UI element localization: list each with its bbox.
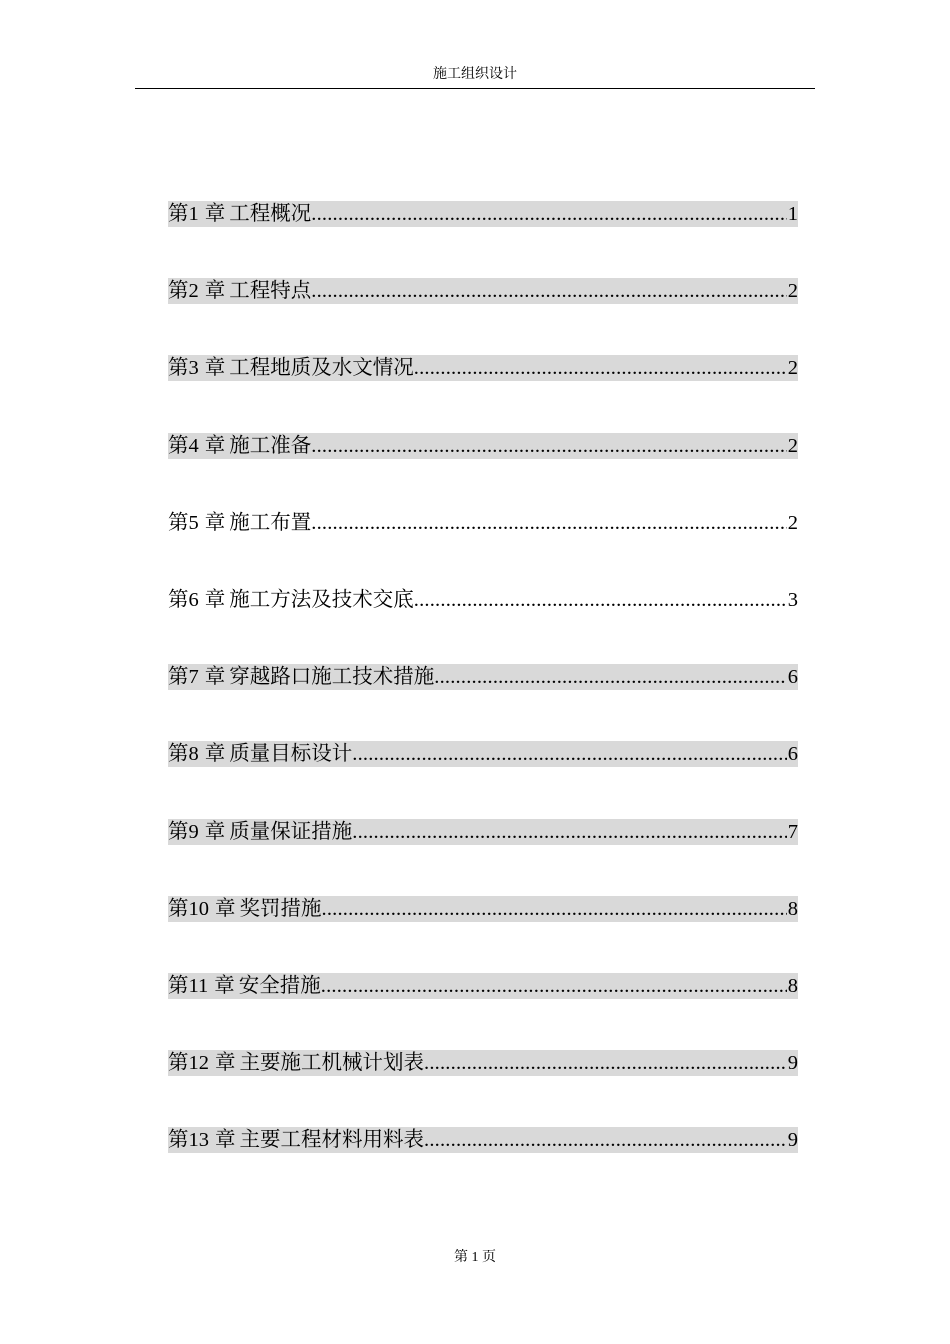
toc-entry-chapter: 章 bbox=[204, 203, 226, 225]
toc-entry-title: 奖罚措施 bbox=[239, 897, 322, 920]
toc-entry-chapter: 章 bbox=[215, 1052, 236, 1075]
toc-entry-chapter: 章 bbox=[215, 897, 236, 920]
toc-dot-leader bbox=[352, 741, 787, 767]
toc-dot-leader bbox=[434, 664, 787, 690]
toc-entry[interactable] bbox=[168, 973, 798, 999]
toc-entry-number: 10 bbox=[188, 897, 209, 920]
toc-entry-page: 9 bbox=[787, 1052, 798, 1075]
toc-entry-title: 主要施工机械计划表 bbox=[239, 1052, 424, 1075]
toc-entry-chapter: 章 bbox=[214, 974, 235, 997]
toc-entry-prefix: 第 bbox=[168, 203, 189, 225]
toc-entry[interactable] bbox=[168, 433, 798, 459]
toc-dot-leader bbox=[311, 278, 787, 304]
toc-entry-chapter: 章 bbox=[215, 1129, 236, 1152]
table-of-contents bbox=[168, 201, 798, 1204]
toc-dot-leader bbox=[414, 587, 787, 613]
toc-entry[interactable] bbox=[168, 1127, 798, 1153]
toc-entry-prefix: 第 bbox=[168, 280, 189, 303]
toc-entry-number: 8 bbox=[188, 743, 199, 766]
page-number-label: 第 1 页 bbox=[454, 1250, 496, 1265]
toc-entry-number: 3 bbox=[188, 357, 199, 380]
toc-entry-prefix: 第 bbox=[168, 820, 189, 843]
toc-entry-title: 质量目标设计 bbox=[229, 743, 353, 766]
toc-entry-chapter: 章 bbox=[204, 434, 226, 457]
toc-entry-title: 施工布置 bbox=[229, 511, 312, 534]
toc-entry-page: 9 bbox=[787, 1129, 798, 1152]
toc-entry-number: 4 bbox=[188, 434, 199, 457]
toc-entry-chapter: 章 bbox=[204, 588, 226, 611]
toc-entry-number: 9 bbox=[188, 820, 199, 843]
toc-entry[interactable] bbox=[168, 819, 798, 845]
toc-entry-prefix: 第 bbox=[168, 1052, 189, 1075]
toc-entry-title: 施工准备 bbox=[229, 434, 312, 457]
toc-entry-number: 11 bbox=[188, 974, 209, 997]
toc-dot-leader bbox=[414, 355, 787, 381]
toc-dot-leader bbox=[424, 1127, 787, 1153]
toc-entry-prefix: 第 bbox=[168, 743, 189, 766]
page-footer bbox=[0, 1248, 950, 1268]
toc-entry[interactable] bbox=[168, 201, 798, 227]
toc-entry-page: 6 bbox=[787, 666, 798, 689]
toc-entry-prefix: 第 bbox=[168, 434, 189, 457]
toc-entry-prefix: 第 bbox=[168, 666, 189, 689]
toc-dot-leader bbox=[352, 819, 787, 845]
toc-entry-page: 6 bbox=[787, 743, 798, 766]
toc-entry-title: 安全措施 bbox=[238, 974, 321, 997]
toc-dot-leader bbox=[321, 973, 787, 999]
toc-entry[interactable] bbox=[168, 741, 798, 767]
toc-entry-page: 2 bbox=[787, 434, 798, 457]
toc-entry[interactable] bbox=[168, 1050, 798, 1076]
toc-dot-leader bbox=[322, 896, 787, 922]
toc-entry-page: 7 bbox=[787, 820, 798, 843]
toc-entry-number: 5 bbox=[188, 511, 199, 534]
toc-entry-prefix: 第 bbox=[168, 1129, 189, 1152]
toc-entry-prefix: 第 bbox=[168, 897, 189, 920]
toc-entry[interactable] bbox=[168, 587, 798, 613]
toc-entry-title: 质量保证措施 bbox=[229, 820, 353, 843]
toc-entry-title: 工程概况 bbox=[229, 203, 312, 225]
toc-entry-title: 工程地质及水文情况 bbox=[229, 357, 414, 380]
toc-entry-chapter: 章 bbox=[204, 820, 226, 843]
toc-entry-number: 12 bbox=[188, 1052, 209, 1075]
toc-entry-page: 8 bbox=[787, 974, 798, 997]
toc-entry-title: 施工方法及技术交底 bbox=[229, 588, 414, 611]
toc-entry-number: 13 bbox=[188, 1129, 209, 1152]
toc-entry[interactable] bbox=[168, 278, 798, 304]
toc-entry-prefix: 第 bbox=[168, 588, 189, 611]
toc-entry-chapter: 章 bbox=[204, 280, 226, 303]
toc-entry-title: 穿越路口施工技术措施 bbox=[229, 666, 435, 689]
header-title: 施工组织设计 bbox=[433, 67, 517, 82]
toc-entry-prefix: 第 bbox=[168, 511, 189, 534]
toc-dot-leader bbox=[311, 510, 787, 536]
toc-entry-page: 2 bbox=[787, 511, 798, 534]
toc-dot-leader bbox=[311, 433, 787, 459]
toc-entry-number: 1 bbox=[188, 203, 199, 225]
toc-entry-number: 6 bbox=[188, 588, 199, 611]
toc-dot-leader bbox=[311, 201, 787, 227]
toc-entry-chapter: 章 bbox=[204, 743, 226, 766]
toc-entry-chapter: 章 bbox=[204, 666, 226, 689]
page-header bbox=[135, 64, 815, 89]
toc-entry-page: 3 bbox=[787, 588, 798, 611]
toc-entry-page: 2 bbox=[787, 357, 798, 380]
toc-entry-chapter: 章 bbox=[204, 357, 226, 380]
toc-entry-number: 7 bbox=[188, 666, 199, 689]
toc-entry-page: 1 bbox=[787, 203, 798, 225]
toc-entry-chapter: 章 bbox=[204, 511, 226, 534]
toc-entry-page: 8 bbox=[787, 897, 798, 920]
toc-entry[interactable] bbox=[168, 510, 798, 536]
toc-entry[interactable] bbox=[168, 355, 798, 381]
toc-dot-leader bbox=[424, 1050, 787, 1076]
toc-entry[interactable] bbox=[168, 664, 798, 690]
toc-entry-title: 工程特点 bbox=[229, 280, 312, 303]
toc-entry[interactable] bbox=[168, 896, 798, 922]
toc-entry-prefix: 第 bbox=[168, 357, 189, 380]
toc-entry-number: 2 bbox=[188, 280, 199, 303]
toc-entry-page: 2 bbox=[787, 280, 798, 303]
toc-entry-prefix: 第 bbox=[168, 974, 189, 997]
toc-entry-title: 主要工程材料用料表 bbox=[239, 1129, 424, 1152]
